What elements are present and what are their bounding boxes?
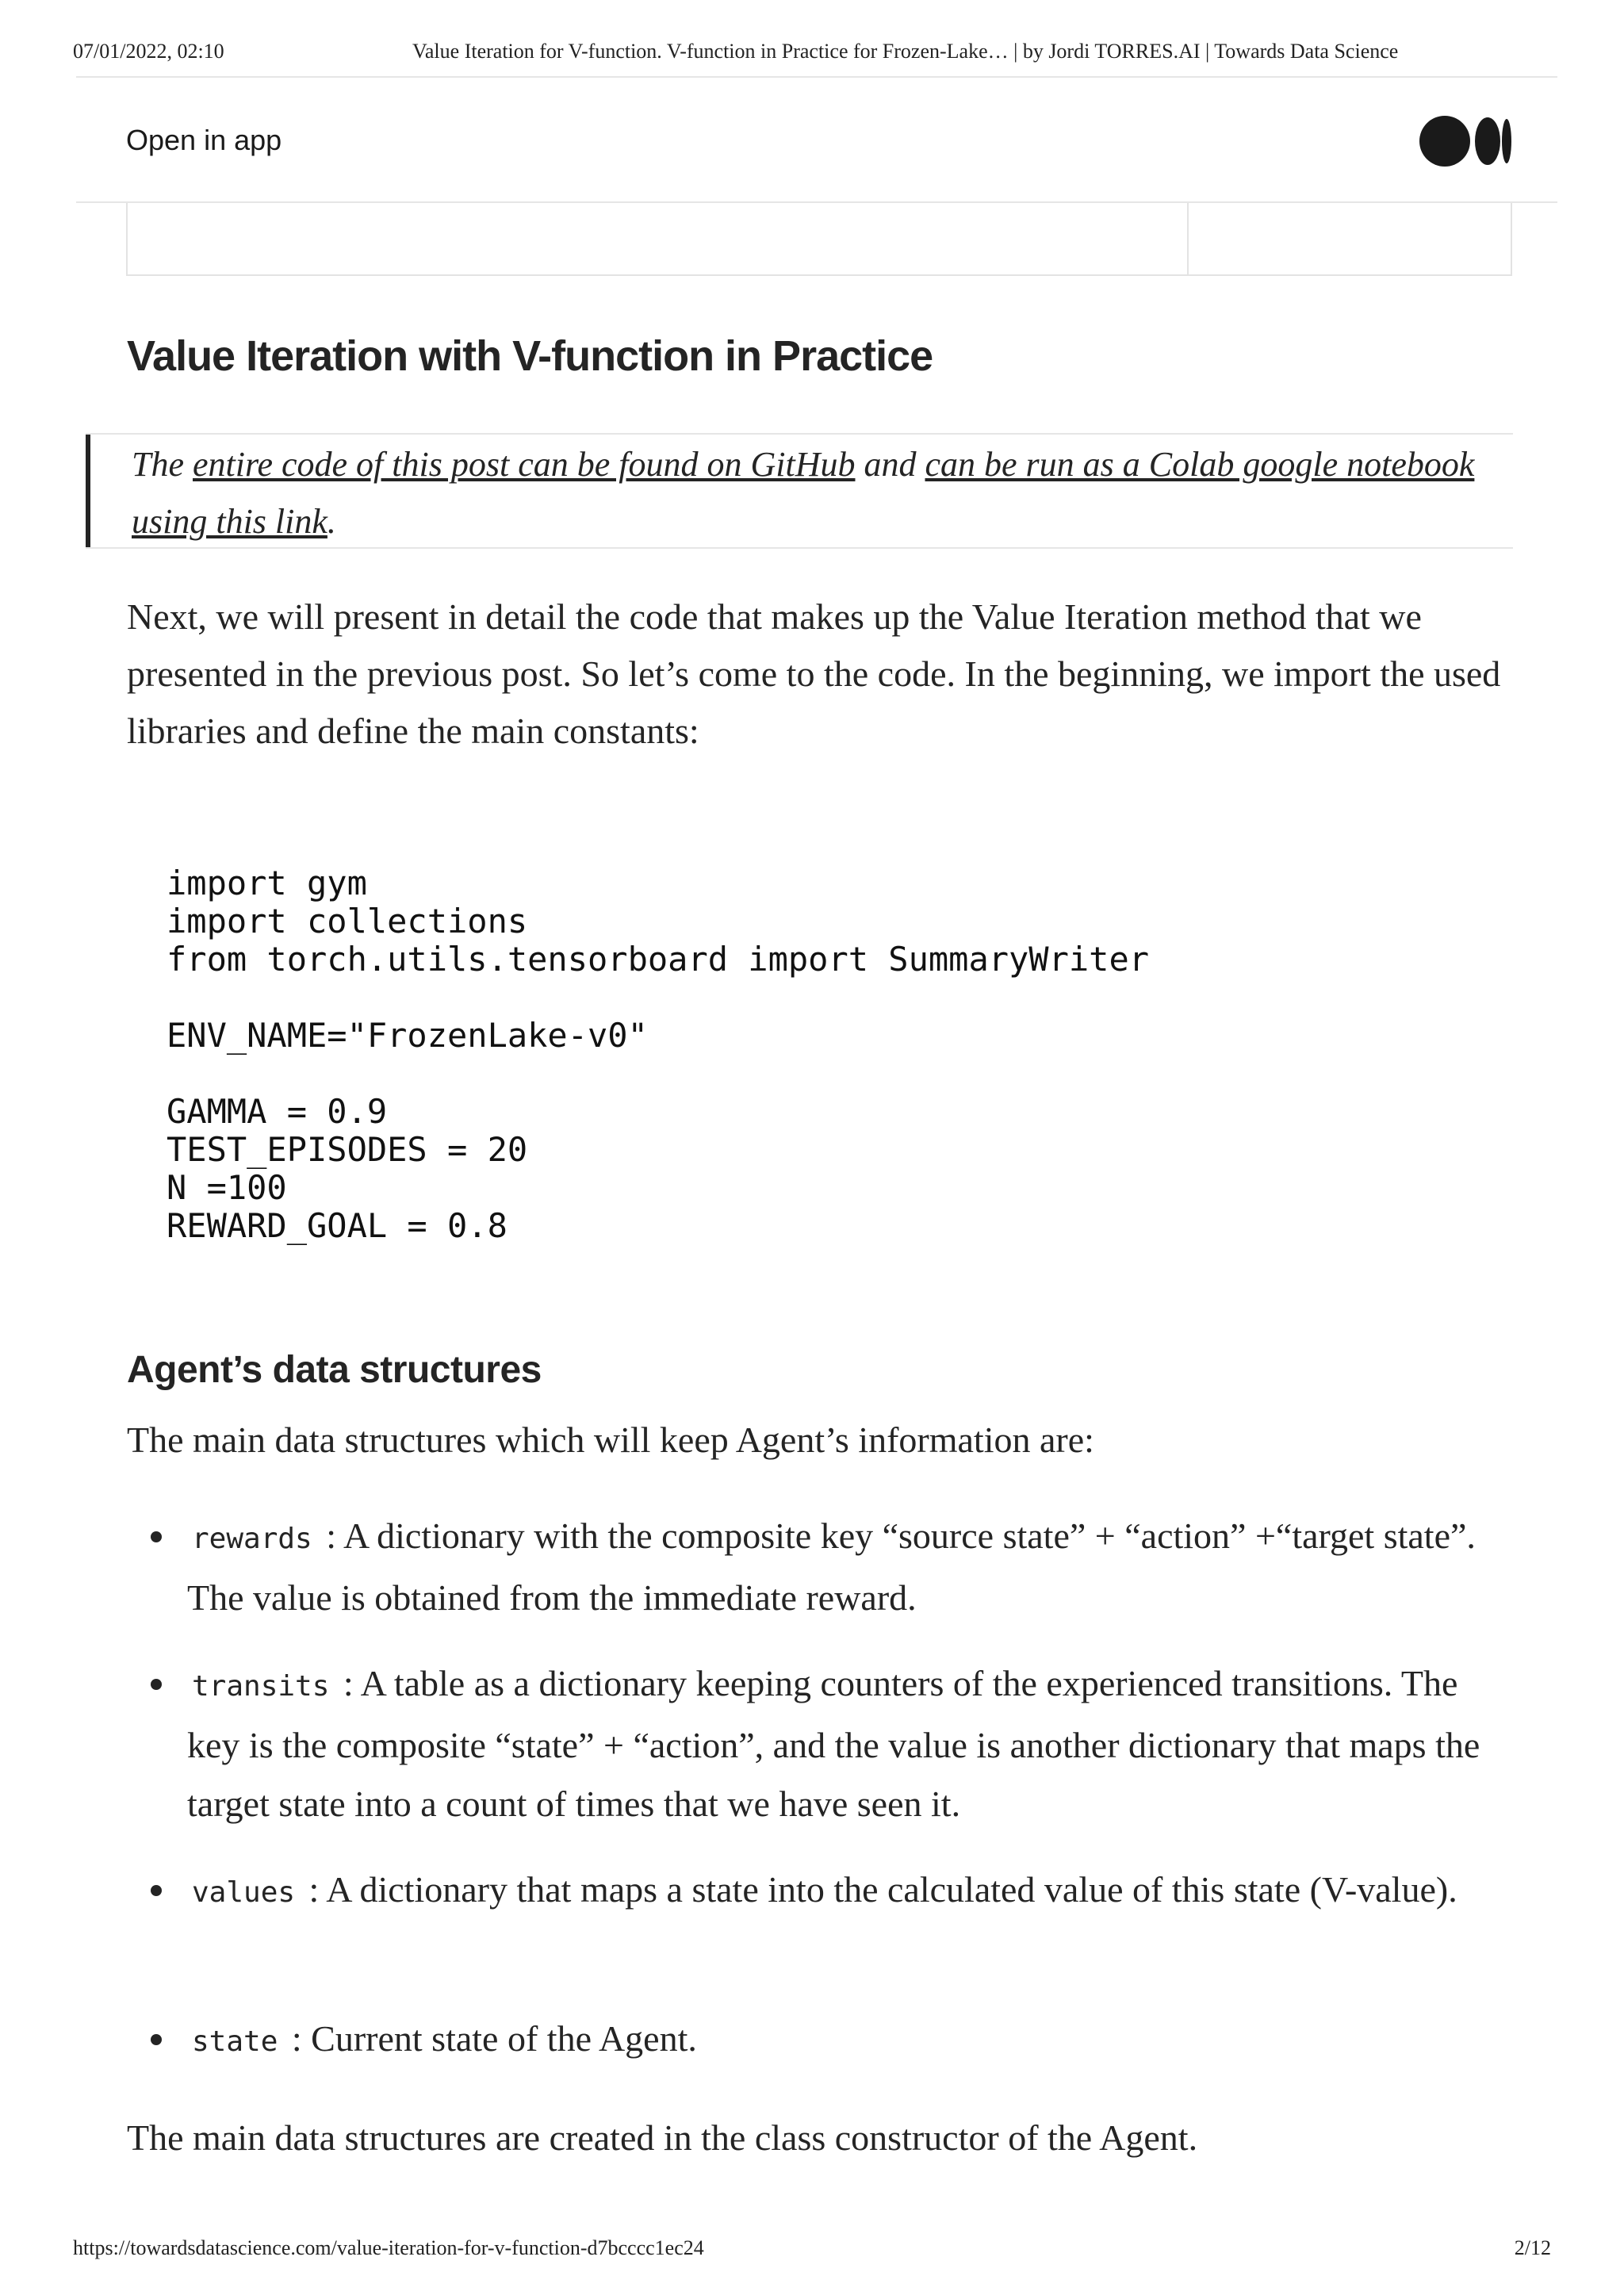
section-heading: Value Iteration with V-function in Practice xyxy=(127,332,933,380)
inline-code: rewards xyxy=(192,1523,312,1555)
callout-suffix: . xyxy=(327,502,336,541)
list-item xyxy=(187,1860,1519,1922)
list-item-text: : A table as a dictionary keeping counters of the experienced transitions. The key is the composite “state” + “action”, and the value is another dictionary that maps the target state into a count of times that we have seen it. xyxy=(187,1663,1480,1824)
previous-table-fragment xyxy=(126,203,1512,276)
structures-intro-paragraph: The main data structures which will keep Agent’s information are: xyxy=(127,1420,1094,1460)
github-link[interactable]: entire code of this post can be found on GitHub xyxy=(193,445,856,484)
bullet-icon xyxy=(151,2034,162,2045)
inline-code: state xyxy=(192,2025,278,2058)
bullet-icon xyxy=(151,1531,162,1542)
inline-code: transits xyxy=(192,1670,330,1703)
print-header xyxy=(73,40,1551,71)
blockquote-bar xyxy=(86,435,90,547)
table-column-divider xyxy=(1187,203,1189,274)
list-item-text: : A dictionary that maps a state into the calculated value of this state (V-value). xyxy=(300,1869,1457,1910)
code-location-callout xyxy=(86,433,1513,549)
medium-logo-icon[interactable] xyxy=(1419,116,1511,167)
closing-paragraph: The main data structures are created in the class constructor of the Agent. xyxy=(127,2117,1198,2158)
print-page-number: 2/12 xyxy=(1514,2236,1551,2259)
callout-middle: and xyxy=(855,445,925,484)
list-item xyxy=(187,2010,1519,2071)
list-item xyxy=(187,1507,1519,1627)
callout-text xyxy=(132,436,1496,550)
agent-data-structures-heading: Agent’s data structures xyxy=(127,1349,542,1391)
bullet-icon xyxy=(151,1885,162,1896)
open-in-app-link[interactable]: Open in app xyxy=(126,124,282,156)
print-page-title: Value Iteration for V-function. V-function in Practice for Frozen-Lake… | by Jordi TORRES.AI | Towards Data Science xyxy=(412,40,1399,63)
code-block: import gym import collections from torch.utils.tensorboard import SummaryWriter ENV_NAME="FrozenLake-v0" GAMMA = 0.9 TEST_EPISODES = 20 N =100 REWARD_GOAL = 0.8 xyxy=(167,864,1150,1245)
print-footer xyxy=(73,2236,1551,2268)
top-navigation-bar xyxy=(76,76,1557,203)
bullet-icon xyxy=(151,1679,162,1690)
print-url: https://towardsdatascience.com/value-iteration-for-v-function-d7bcccc1ec24 xyxy=(73,2236,704,2259)
intro-paragraph: Next, we will present in detail the code that makes up the Value Iteration method that we presented in the previous post. So let’s come to the code. In the beginning, we import the used libraries and define the main constants: xyxy=(127,596,1501,751)
list-item xyxy=(187,1654,1519,1833)
list-item-text: : A dictionary with the composite key “source state” + “action” +“target state”. The value is obtained from the immediate reward. xyxy=(187,1515,1476,1618)
print-date: 07/01/2022, 02:10 xyxy=(73,40,224,63)
colab-link[interactable]: can be run as a Colab google notebook using this link xyxy=(132,445,1475,541)
inline-code: values xyxy=(192,1876,296,1909)
list-item-text: : Current state of the Agent. xyxy=(282,2018,697,2059)
callout-prefix: The xyxy=(132,445,193,484)
